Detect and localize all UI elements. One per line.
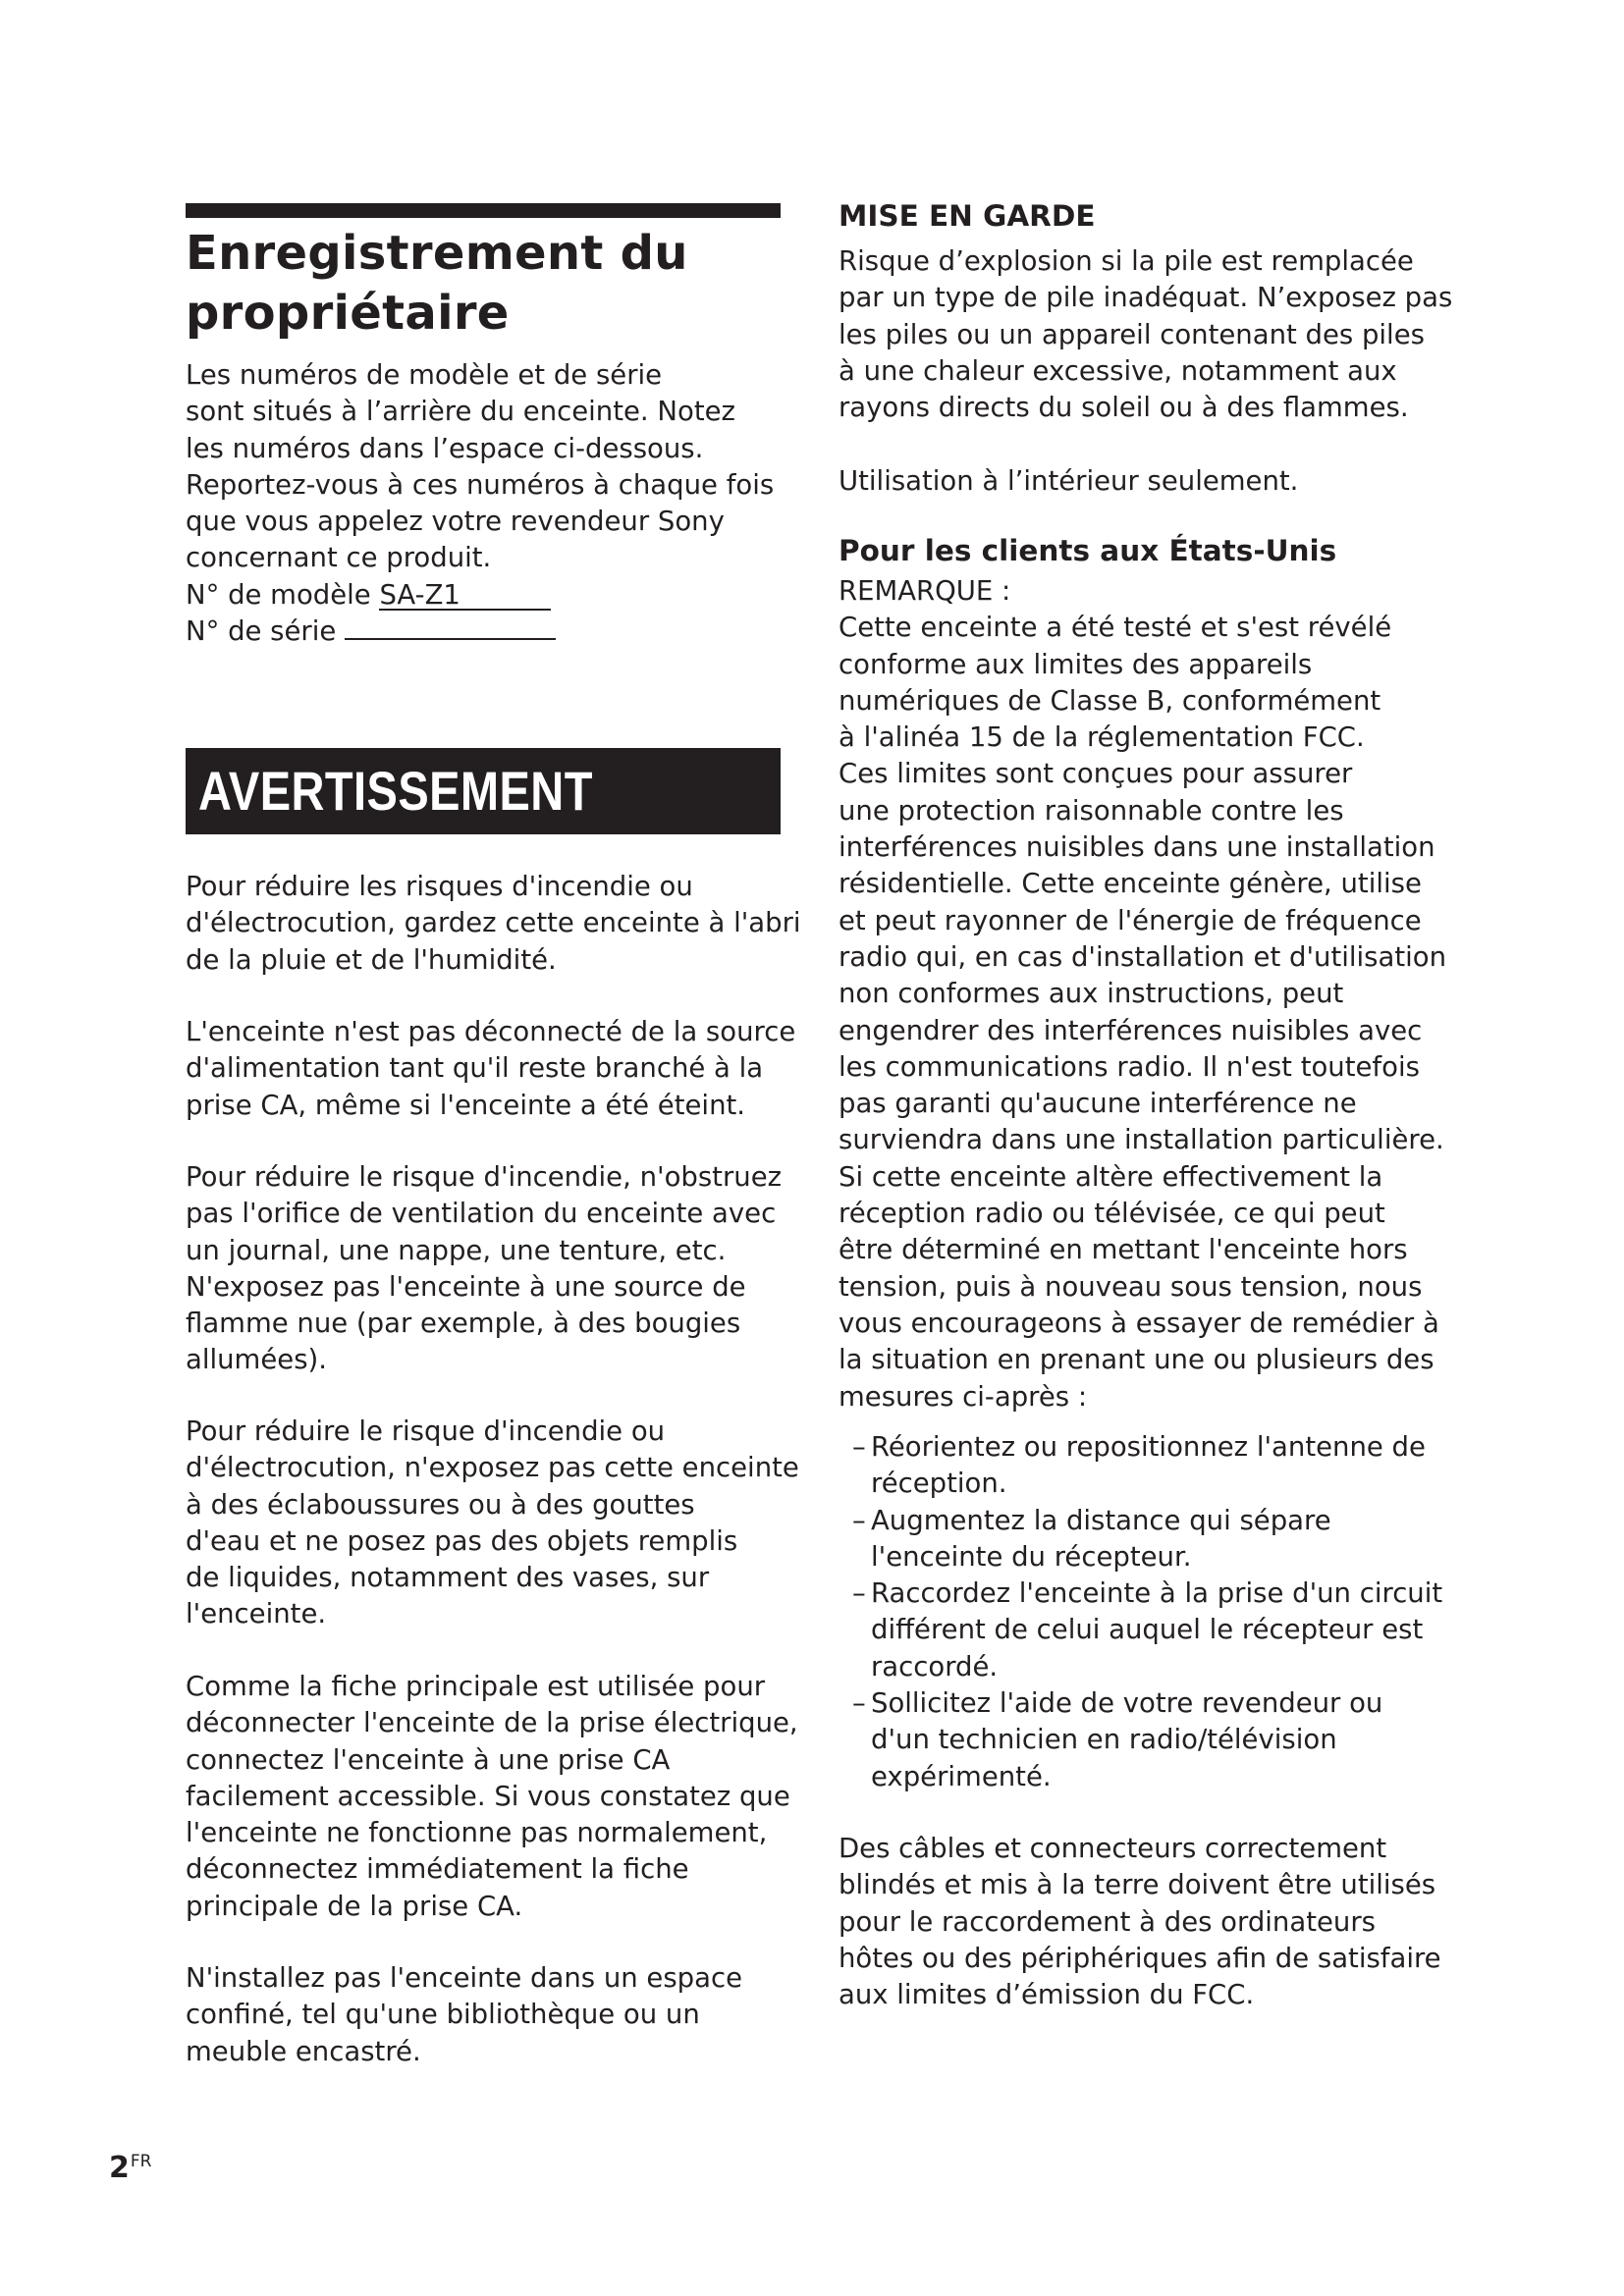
measures-list — [839, 1429, 1467, 1795]
model-value: SA-Z1 — [379, 578, 460, 611]
registration-body — [186, 357, 781, 650]
serial-value-field — [345, 638, 556, 640]
warning-paragraph-3: Pour réduire le risque d'incendie, n'obstruez pas l'orifice de ventilation du enceinte avec un journal, une nappe, une tenture, etc. N'exposez pas l'enceinte à une source de flamme nue (par exemple, à des bougies allumées). — [186, 1161, 783, 1376]
warning-title: AVERTISSEMENT — [198, 760, 593, 822]
caution-heading: MISE EN GARDE — [839, 199, 1096, 233]
text-line: Reportez-vous à ces numéros à chaque fois — [186, 468, 775, 501]
text-line: Les numéros de modèle et de série — [186, 359, 663, 391]
registration-title: Enregistrement du propriétaire — [186, 226, 688, 341]
warning-paragraph-4: Pour réduire le risque d'incendie ou d'électrocution, n'exposez pas cette enceinte à des éclaboussures ou à des gouttes d'eau et ne posez pas des objets remplis de liquides, notamment des vases, sur l'enceinte. — [186, 1415, 799, 1630]
indoor-use-note: Utilisation à l’intérieur seulement. — [839, 465, 1299, 497]
language-code: FR — [130, 2152, 152, 2171]
list-item: – Réorientez ou repositionnez l'antenne de réception. — [839, 1429, 1467, 1503]
model-number-row — [186, 577, 781, 614]
text-line: sont situés à l’arrière du enceinte. Notez — [186, 396, 735, 428]
warning-paragraph-6: N'installez pas l'enceinte dans un espace confiné, tel qu'une bibliothèque ou un meuble encastré. — [186, 1962, 743, 2067]
serial-number-row — [186, 614, 781, 650]
page-number: $2^{FR}$ — [109, 2151, 152, 2185]
warning-banner — [186, 748, 781, 834]
text-line: que vous appelez votre revendeur Sony — [186, 506, 725, 538]
text-line: les numéros dans l’espace ci-dessous. — [186, 432, 704, 464]
serial-label: N° de série — [186, 615, 346, 648]
list-item: – Augmentez la distance qui sépare l'enceinte du récepteur. — [839, 1503, 1467, 1576]
text-line: concernant ce produit. — [186, 542, 492, 574]
list-item: – Raccordez l'enceinte à la prise d'un circuit différent de celui auquel le récepteur est raccordé. — [839, 1575, 1467, 1685]
list-item: – Sollicitez l'aide de votre revendeur ou d'un technicien en radio/télévision expérimenté. — [839, 1685, 1467, 1795]
fcc-note: REMARQUE : Cette enceinte a été testé et s'est révélé conforme aux limites des appareils numériques de Classe B, conformément à l'alinéa 15 de la réglementation FCC. Ces limites sont conçues pour assurer une protection raisonnable contre les interférences nuisibles dans une installation résidentielle. Cette enceinte génère, utilise et peut rayonner de l'énergie de fréquence radio qui, en cas d'installation et d'utilisation non conformes aux instructions, peut engendrer des interférences nuisibles avec les communications radio. Il n'est toutefois pas garanti qu'aucune interférence ne surviendra dans une installation particulière. Si cette enceinte altère effectivement la réception radio ou télévisée, ce qui peut être déterminé en mettant l'enceinte hors tension, puis à nouveau sous tension, nous vous encourageons à essayer de remédier à la situation en prenant une ou plusieurs des mesures ci-après : — [839, 573, 1467, 1415]
model-label: N° de modèle — [186, 578, 380, 611]
warning-paragraph-1: Pour réduire les risques d'incendie ou d'électrocution, gardez cette enceinte à l'abri de la pluie et de l'humidité. — [186, 871, 801, 976]
caution-body: Risque d’explosion si la pile est remplacée par un type de pile inadéquat. N’exposez pas les piles ou un appareil contenant des piles à une chaleur excessive, notamment aux rayons directs du soleil ou à des flammes. — [839, 245, 1453, 424]
us-customers-heading: Pour les clients aux États-Unis — [839, 534, 1337, 567]
warning-paragraph-5: Comme la fiche principale est utilisée pour déconnecter l'enceinte de la prise électrique, connectez l'enceinte à une prise CA facilement accessible. Si vous constatez que l'enceinte ne fonctionne pas normalement, déconnectez immédiatement la fiche principale de la prise CA. — [186, 1671, 798, 1922]
note-label: REMARQUE : — [839, 575, 1011, 607]
section-rule — [186, 203, 781, 218]
cables-paragraph: Des câbles et connecteurs correctement blindés et mis à la terre doivent être utilisés pour le raccordement à des ordinateurs hôtes ou des périphériques afin de satisfaire aux limites d’émission du FCC. — [839, 1833, 1441, 2011]
model-value-field — [379, 578, 551, 611]
warning-paragraph-2: L'enceinte n'est pas déconnecté de la source d'alimentation tant qu'il reste branché à la prise CA, même si l'enceinte a été éteint. — [186, 1016, 796, 1121]
